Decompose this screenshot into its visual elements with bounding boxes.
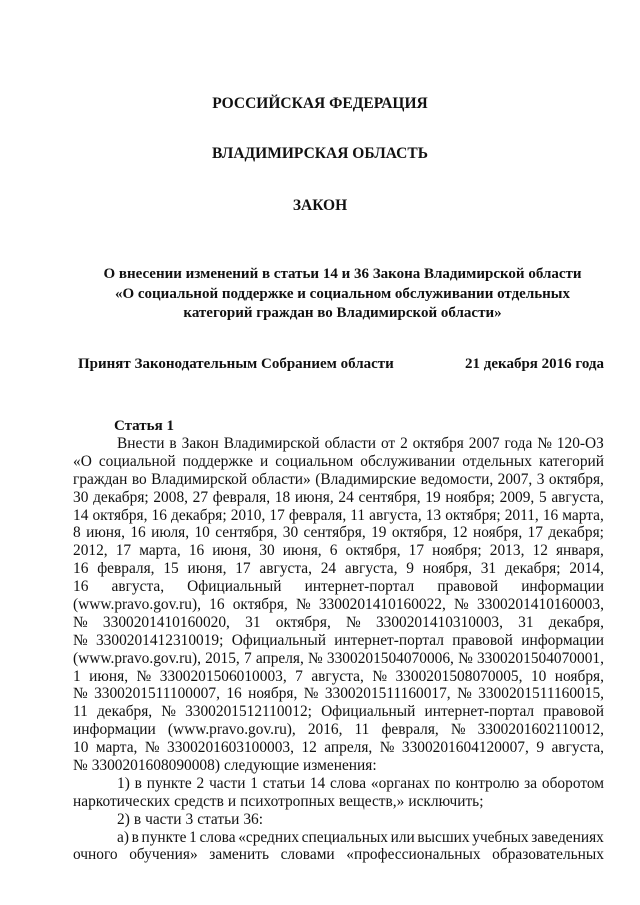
article-line: 14 октября, 16 декабря; 2010, 17 февраля, 11 августа, 13 октября; 2011, 16 марта, [73, 506, 604, 524]
law-title-line: категорий граждан во Владимирской области» [183, 305, 502, 321]
article-line: (www.pravo.gov.ru), 16 октября, № 3300201410160022, № 3300201410160003, [73, 596, 604, 614]
adoption-text: Принят Законодательным Собранием области [78, 356, 394, 372]
header-region: ВЛАДИМИРСКАЯ ОБЛАСТЬ [212, 145, 428, 162]
article-line: 16 февраля, 15 июня, 17 августа, 24 августа, 9 ноября, 31 декабря; 2014, [73, 560, 604, 578]
article-body [73, 435, 604, 864]
article-line: 11 декабря, № 3300201512110012; Официальный интернет-портал правовой [73, 703, 604, 721]
adoption-date: 21 декабря 2016 года [465, 356, 604, 372]
article-line: граждан во Владимирской области» (Владимирские ведомости, 2007, 3 октября, [73, 470, 604, 488]
law-title-line: «О социальной поддержке и социальном обслуживании отдельных [114, 285, 571, 302]
article-line: а) в пункте 1 слова «средних специальных или высших учебных заведениях [117, 828, 604, 846]
article-line: (www.pravo.gov.ru), 2015, 7 апреля, № 3300201504070006, № 3300201504070001, [73, 649, 604, 667]
header-federation: РОССИЙСКАЯ ФЕДЕРАЦИЯ [212, 95, 428, 112]
article-line: 2012, 17 марта, 16 июня, 30 июня, 6 октября, 17 ноября; 2013, 12 января, [73, 542, 604, 560]
article-line: 1 июня, № 3300201506010003, 7 августа, № 3300201508070005, 10 ноября, [73, 667, 604, 685]
article-line: Внести в Закон Владимирской области от 2 октября 2007 года № 120-ОЗ [117, 435, 604, 452]
article-line: наркотических средств и психотропных веществ,» исключить; [73, 792, 484, 810]
article-heading: Статья 1 [114, 418, 174, 434]
law-title-line: О внесении изменений в статьи 14 и 36 Закона Владимирской области [103, 266, 582, 282]
article-line: 1) в пункте 2 части 1 статьи 14 слова «органах по контролю за оборотом [117, 774, 604, 792]
article-line: информации (www.pravo.gov.ru), 2016, 11 февраля, № 3300201602110012, [73, 721, 604, 739]
article-line: № 3300201412310019; Официальный интернет-портал правовой информации [73, 631, 604, 649]
article-line: 2) в части 3 статьи 36: [117, 810, 264, 828]
header-doc-type: ЗАКОН [292, 197, 348, 214]
article-line: очного обучения» заменить словами «профессиональных образовательных [73, 846, 604, 864]
article-line: «О социальной поддержке и социальном обслуживании отдельных категорий [73, 452, 604, 470]
article-line: 16 августа, Официальный интернет-портал правовой информации [73, 578, 604, 596]
article-line: 8 июня, 16 июля, 10 сентября, 30 сентября, 19 октября, 12 ноября, 17 декабря; [73, 524, 604, 542]
article-line: 30 декабря; 2008, 27 февраля, 18 июня, 24 сентября, 19 ноября; 2009, 5 августа, [73, 488, 604, 506]
article-line: 10 марта, № 3300201603100003, 12 апреля, № 3300201604120007, 9 августа, [73, 739, 604, 757]
article-line: № 3300201608090008) следующие изменения: [73, 757, 377, 775]
article-line: № 3300201511100007, 16 ноября, № 3300201511160017, № 3300201511160015, [73, 685, 604, 703]
law-title [50, 265, 635, 324]
article-line: № 3300201410160020, 31 октября, № 3300201410310003, 31 декабря, [73, 613, 604, 631]
